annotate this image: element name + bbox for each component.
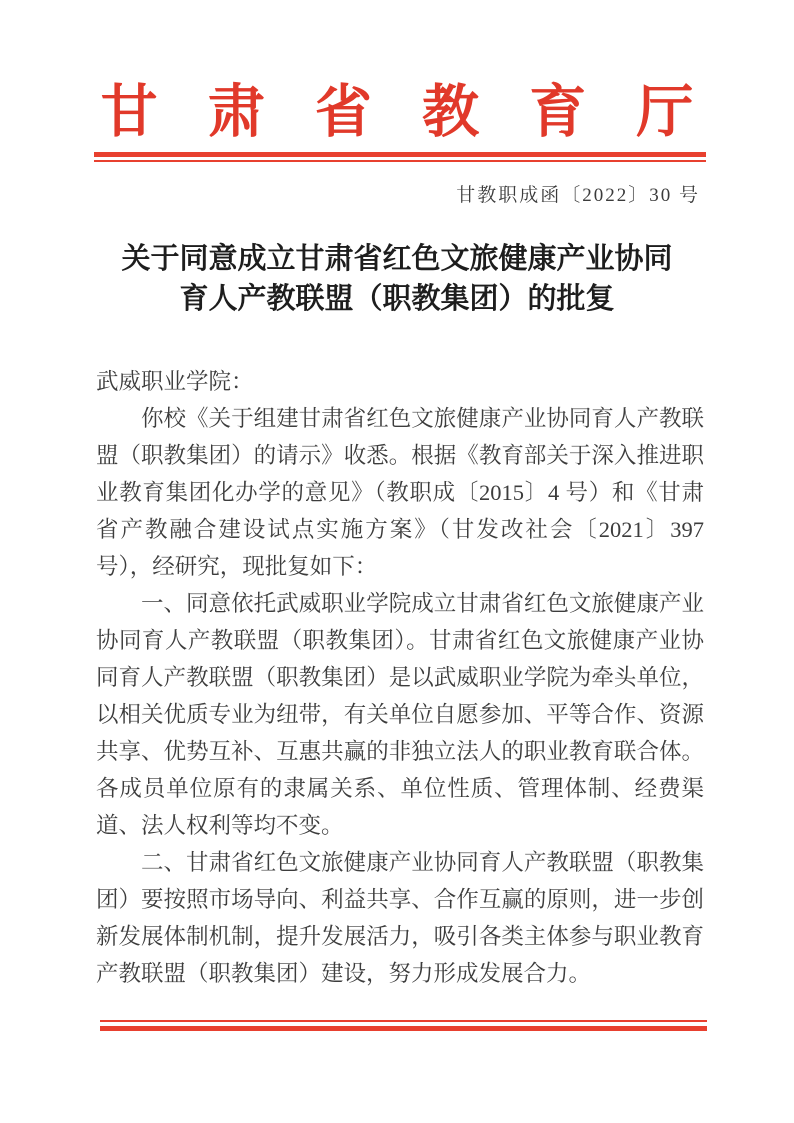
document-reference-number: 甘教职成函〔2022〕30 号 [456,184,700,206]
document-title-line2: 育人产教联盟（职教集团）的批复 [179,282,615,315]
document-title [0,239,794,319]
body-paragraph: 二、甘肃省红色文旅健康产业协同育人产教联盟（职教集团）要按照市场导向、利益共享、合作互赢的原则，进一步创新发展体制机制，提升发展活力，吸引各类主体参与职业教育产教联盟（职教集团）建设，努力形成发展合力。 [96,849,704,986]
red-separator-top [94,152,706,162]
red-separator-bottom-thick-line [100,1026,707,1031]
body-paragraph: 一、同意依托武威职业学院成立甘肃省红色文旅健康产业协同育人产教联盟（职教集团）。甘肃省红色文旅健康产业协同育人产教联盟（职教集团）是以武威职业学院为牵头单位，以相关优质专业为纽带，有关单位自愿参加、平等合作、资源共享、优势互补、互惠共赢的非独立法人的职业教育联合体。各成员单位原有的隶属关系、单位性质、管理体制、经费渠道、法人权利等均不变。 [96,590,704,838]
red-separator-top-thin-line [94,160,706,162]
red-separator-bottom [100,1020,707,1031]
agency-letterhead-title: 甘肃省教育厅 [100,81,744,144]
document-body [96,363,704,992]
salutation: 武威职业学院： [96,368,254,394]
body-paragraph: 你校《关于组建甘肃省红色文旅健康产业协同育人产教联盟（职教集团）的请示》收悉。根据《教育部关于深入推进职业教育集团化办学的意见》（教职成〔2015〕4 号）和《甘肃省产教融合建设试点实施方案》（甘发改社会〔2021〕397 号），经研究，现批复如下： [96,405,704,579]
document-title-line1: 关于同意成立甘肃省红色文旅健康产业协同 [121,242,673,275]
